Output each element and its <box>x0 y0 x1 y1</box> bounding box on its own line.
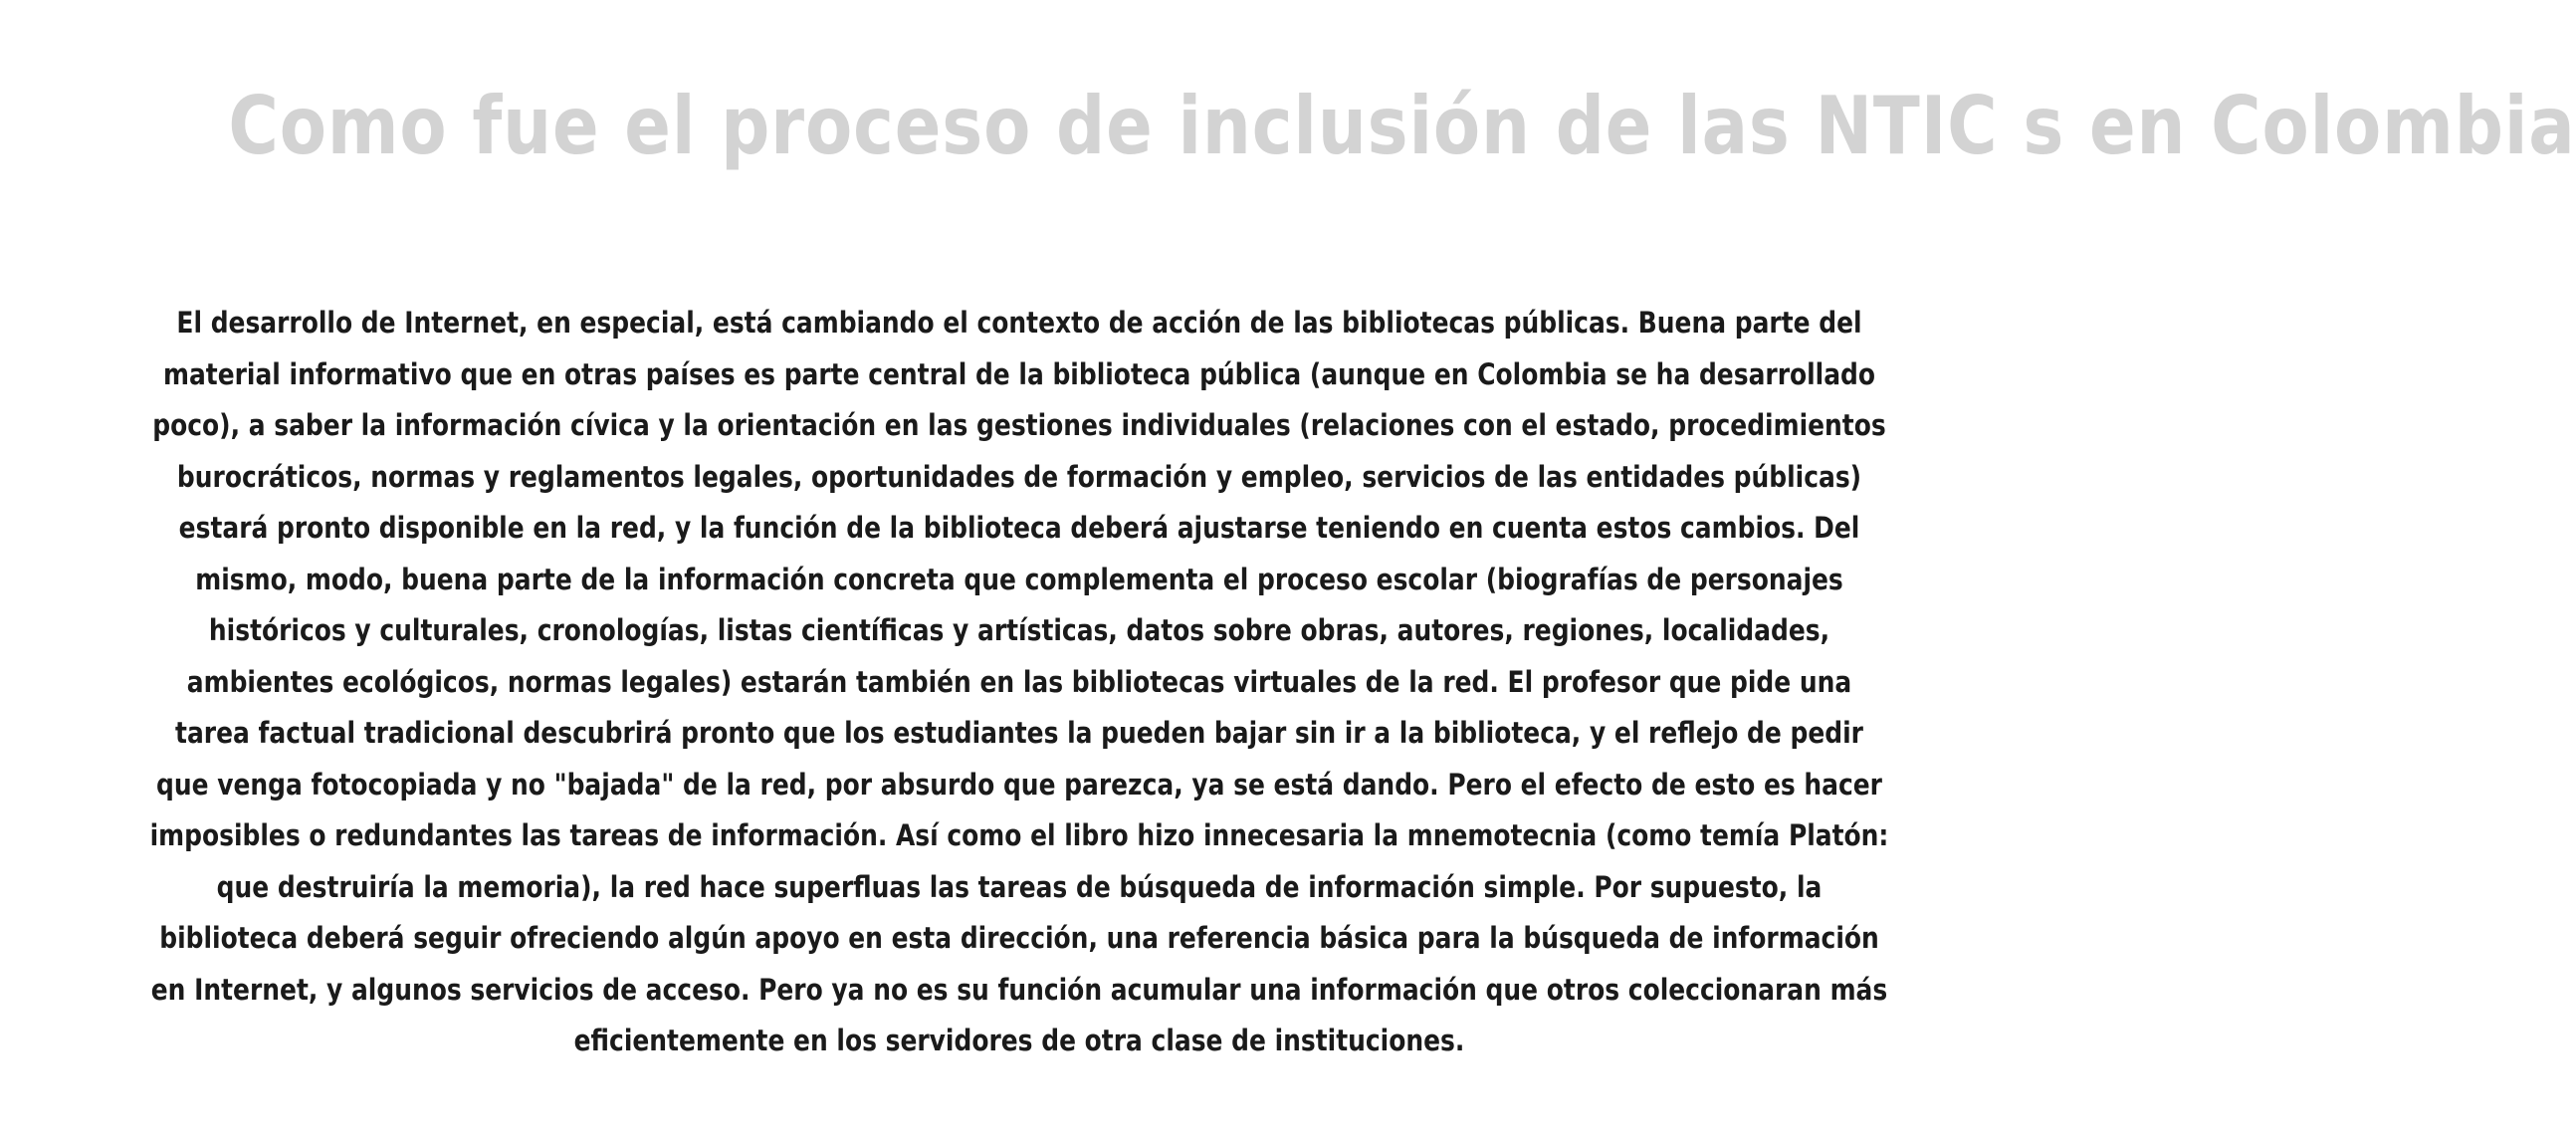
slide-title: Como fue el proceso de inclusión de las NTIC s en Colombia <box>228 80 2576 172</box>
slide-body-container <box>149 269 1889 1096</box>
slide-body-text: El desarrollo de Internet, en especial, está cambiando el contexto de acción de las bibliotecas públicas. Buena parte del material informativo que en otras países es parte central de la biblioteca pública (aunque en Colombia se ha desarrollado poco), a saber la información cívica y la orientación en las gestiones individuales (relaciones con el estado, procedimientos burocráticos, normas y reglamentos legales, oportunidades de formación y empleo, servicios de las entidades públicas) estará pronto disponible en la red, y la función de la biblioteca deberá ajustarse teniendo en cuenta estos cambios. Del mismo, modo, buena parte de la información concreta que complementa el proceso escolar (biografías de personajes históricos y culturales, cronologías, listas científicas y artísticas, datos sobre obras, autores, regiones, localidades, ambientes ecológicos, normas legales) estarán también en las bibliotecas virtuales de la red. El profesor que pide una tarea factual tradicional descubrirá pronto que los estudiantes la pueden bajar sin ir a la biblioteca, y el reflejo de pedir que venga fotocopiada y no "bajada" de la red, por absurdo que parezca, ya se está dando. Pero el efecto de esto es hacer imposibles o redundantes las tareas de información. Así como el libro hizo innecesaria la mnemotecnia (como temía Platón: que destruiría la memoria), la red hace superfluas las tareas de búsqueda de información simple. Por supuesto, la biblioteca deberá seguir ofreciendo algún apoyo en esta dirección, una referencia básica para la búsqueda de información en Internet, y algunos servicios de acceso. Pero ya no es su función acumular una información que otros coleccionaran más eficientemente en los servidores de otra clase de instituciones. <box>149 306 1889 1057</box>
